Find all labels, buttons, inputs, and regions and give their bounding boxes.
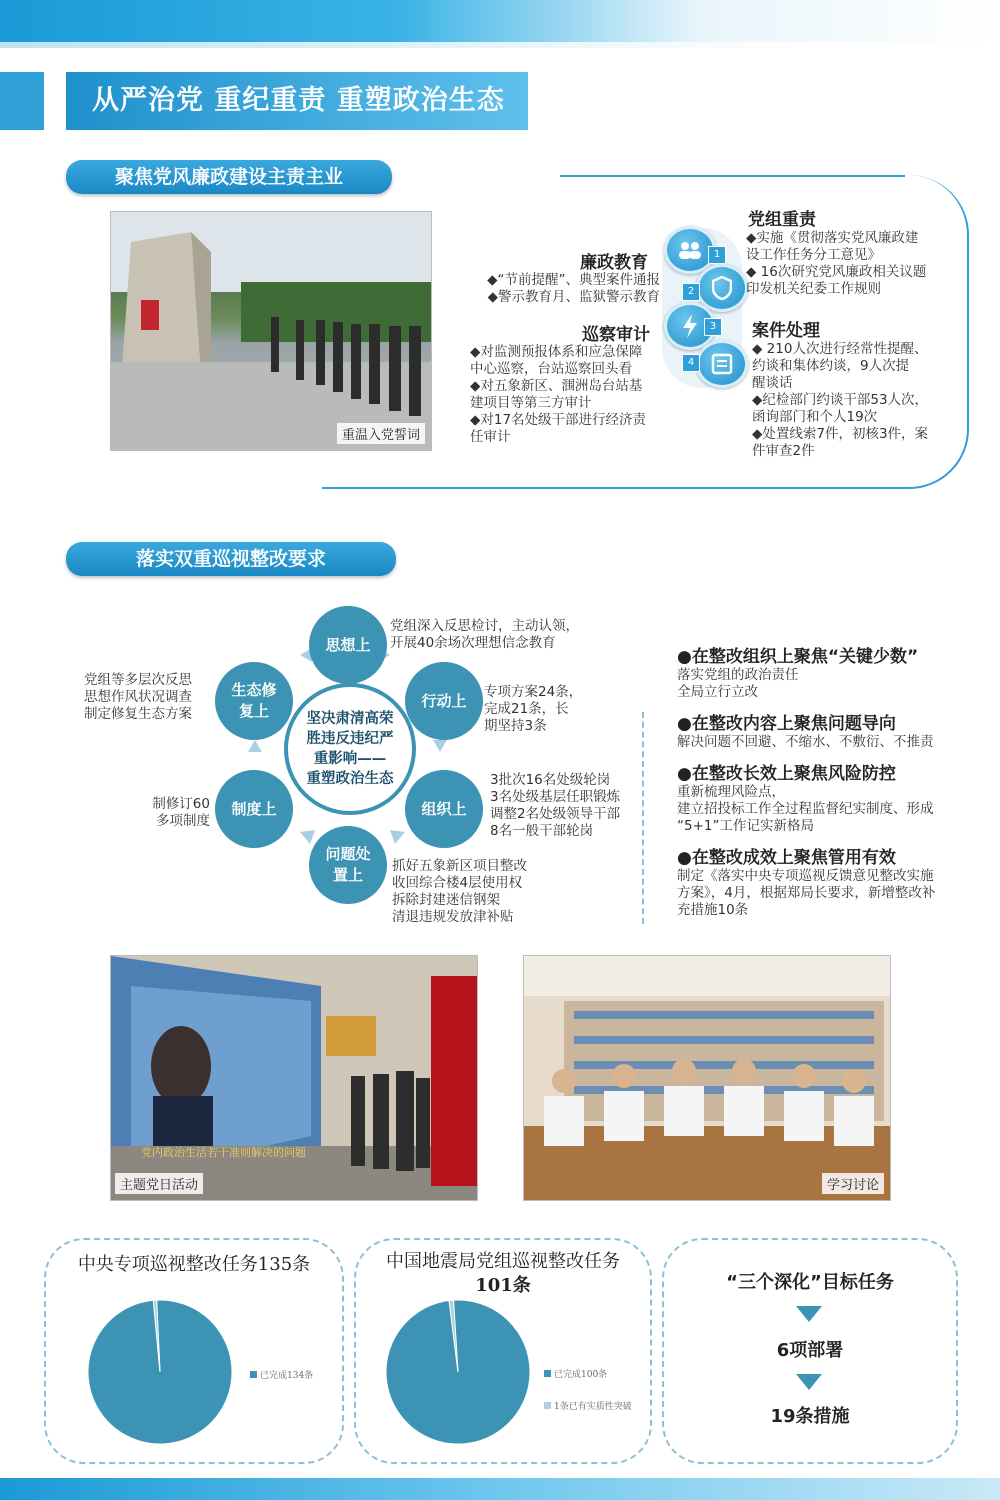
pie1-legend bbox=[250, 1368, 313, 1381]
legend-swatch bbox=[544, 1370, 551, 1377]
right-point-head: ●在整改内容上聚焦问题导向 bbox=[677, 714, 896, 734]
note-line: 制修订60 bbox=[152, 796, 210, 812]
node-zhidu: 制度上 bbox=[215, 770, 293, 848]
note-line: 思想作风状况调查 bbox=[84, 689, 192, 705]
study-photo bbox=[523, 955, 891, 1201]
node-shengtai-line: 复上 bbox=[238, 702, 269, 720]
anjian-line: 件审查2件 bbox=[752, 443, 815, 459]
right-point-line: 建立招投标工作全过程监督纪实制度、形成 bbox=[677, 801, 934, 817]
note-zuzhi bbox=[490, 772, 640, 840]
lianzheng-line: ◆警示教育月、监狱警示教育 bbox=[487, 289, 660, 305]
anjian-line: 函询部门和个人19次 bbox=[752, 409, 878, 425]
note-line: 调整2名处级领导干部 bbox=[490, 806, 621, 822]
tag-4: 4 bbox=[682, 354, 700, 372]
tag-3: 3 bbox=[704, 318, 722, 336]
right-point-line: 方案》，4月，根据郑局长要求，新增整改补 bbox=[677, 885, 936, 901]
right-point-line: 重新梳理风险点， bbox=[677, 784, 785, 800]
targets-item1: 6项部署 bbox=[776, 1340, 844, 1361]
dangzu-lines bbox=[746, 230, 956, 298]
xuncha-line: 建项目等第三方审计 bbox=[470, 395, 592, 411]
right-point-line: “5+1”工作记实新格局 bbox=[677, 818, 814, 834]
xuncha-line: ◆对五象新区、涠洲岛台站基 bbox=[470, 378, 643, 394]
note-line: 8名一般干部轮岗 bbox=[490, 823, 594, 839]
targets-item2: 19条措施 bbox=[770, 1406, 850, 1427]
note-wenti bbox=[392, 858, 562, 926]
right-point bbox=[677, 843, 977, 919]
section2-divider bbox=[642, 712, 644, 924]
dangzu-title: 党组重责 bbox=[748, 210, 816, 230]
xuncha-title: 巡察审计 bbox=[582, 325, 650, 345]
screen-text: 党内政治生活若干准则解决的问题 bbox=[141, 1146, 306, 1159]
pie2-chart bbox=[378, 1296, 538, 1446]
pie2-legend bbox=[544, 1368, 632, 1414]
center-line: 重影响—— bbox=[313, 751, 387, 767]
pie2-legend-item: 已完成100条 bbox=[554, 1370, 608, 1380]
document-icon bbox=[696, 340, 748, 388]
pie2-legend-item: 1条已有实质性突破 bbox=[554, 1402, 632, 1412]
dangzu-line: ◆实施《贯彻落实党风廉政建 bbox=[746, 230, 919, 246]
pie2-title-line: 中国地震局党组巡视整改任务 bbox=[386, 1251, 620, 1272]
anjian-line: ◆纪检部门约谈干部53人次， bbox=[752, 392, 929, 408]
pie2-title-line: 101条 bbox=[475, 1275, 531, 1296]
xuncha-line: ◆对17名处级干部进行经济责 bbox=[470, 412, 647, 428]
xuncha-line: 中心巡察，台站巡察回头看 bbox=[470, 361, 632, 377]
right-point-line: 解决问题不回避、不缩水、不敷衍、不推责 bbox=[677, 734, 934, 750]
lianzheng-title: 廉政教育 bbox=[580, 253, 648, 273]
node-wenti-line: 置上 bbox=[332, 866, 363, 884]
party-day-caption: 主题党日活动 bbox=[115, 1173, 203, 1194]
section1-title: 聚焦党风廉政建设主责主业 bbox=[66, 160, 392, 194]
right-point-line: 充措施10条 bbox=[677, 902, 749, 918]
arrow-icon bbox=[433, 740, 447, 752]
tag-1: 1 bbox=[708, 246, 726, 264]
anjian-line: ◆ 210人次进行经常性提醒、 bbox=[752, 341, 928, 357]
dangzu-line: 设工作任务分工意见》 bbox=[746, 247, 881, 263]
tag-2: 2 bbox=[682, 283, 700, 301]
party-day-photo bbox=[110, 955, 478, 1201]
study-scene bbox=[524, 956, 890, 1200]
anjian-title: 案件处理 bbox=[752, 321, 820, 341]
center-line: 重塑政治生态 bbox=[306, 771, 394, 787]
note-line: 党组等多层次反思 bbox=[84, 672, 192, 688]
note-line: 专项方案24条， bbox=[484, 684, 583, 700]
dangzu-line: 印发机关纪委工作规则 bbox=[746, 281, 881, 297]
down-arrow-icon bbox=[796, 1306, 822, 1324]
note-line: 抓好五象新区项目整改 bbox=[392, 858, 527, 874]
oath-photo-caption: 重温入党誓词 bbox=[337, 423, 425, 444]
pie1-legend-item: 已完成134条 bbox=[260, 1371, 314, 1381]
xuncha-line: ◆对监测预报体系和应急保障 bbox=[470, 344, 643, 360]
node-wenti-line: 问题处 bbox=[325, 845, 371, 863]
study-caption: 学习讨论 bbox=[822, 1173, 884, 1194]
xuncha-lines bbox=[470, 344, 670, 446]
xuncha-line: 任审计 bbox=[470, 429, 511, 445]
note-line: 3批次16名处级轮岗 bbox=[490, 772, 611, 788]
lianzheng-line: ◆“节前提醒”、典型案件通报 bbox=[487, 272, 660, 288]
pie2-title bbox=[354, 1250, 652, 1298]
right-point-line: 制定《落实中央专项巡视反馈意见整改实施 bbox=[677, 868, 934, 884]
pie1-chart bbox=[80, 1296, 240, 1446]
center-line: 坚决肃清高荣 bbox=[306, 711, 394, 727]
arrow-icon bbox=[248, 740, 262, 752]
section2-title: 落实双重巡视整改要求 bbox=[66, 542, 396, 576]
down-arrow-icon bbox=[796, 1374, 822, 1392]
node-shengtai-line: 生态修 bbox=[231, 681, 277, 699]
lianzheng-lines bbox=[460, 272, 660, 306]
note-line: 多项制度 bbox=[156, 813, 210, 829]
right-points bbox=[677, 642, 977, 919]
note-zhidu bbox=[130, 796, 210, 830]
note-shengtai bbox=[84, 672, 214, 723]
node-xingdong: 行动上 bbox=[405, 662, 483, 740]
note-sixiang bbox=[390, 618, 610, 652]
anjian-lines bbox=[752, 341, 952, 460]
note-line: 3名处级基层任职锻炼 bbox=[490, 789, 621, 805]
note-line: 完成21条，长 bbox=[484, 701, 569, 717]
note-line: 制定修复生态方案 bbox=[84, 706, 192, 722]
arrow-icon bbox=[390, 830, 405, 844]
legend-swatch bbox=[250, 1371, 257, 1378]
dangzu-line: ◆ 16次研究党风廉政相关议题 bbox=[746, 264, 927, 280]
section1-frame-top bbox=[560, 175, 905, 177]
right-point-line: 全局立行立改 bbox=[677, 684, 758, 700]
right-point bbox=[677, 759, 977, 835]
arrow-icon bbox=[300, 830, 315, 844]
node-zuzhi: 组织上 bbox=[405, 770, 483, 848]
note-line: 期坚持3条 bbox=[484, 718, 547, 734]
title-accent-bar bbox=[0, 72, 44, 130]
legend-swatch bbox=[544, 1402, 551, 1409]
center-line: 胜违反违纪严 bbox=[306, 731, 394, 747]
note-line: 开展40余场次理想信念教育 bbox=[390, 635, 556, 651]
top-banner-shadow bbox=[0, 42, 1000, 48]
node-wenti bbox=[309, 826, 387, 904]
note-line: 收回综合楼4层使用权 bbox=[392, 875, 523, 891]
top-banner bbox=[0, 0, 1000, 42]
right-point-head: ●在整改组织上聚焦“关键少数” bbox=[677, 647, 919, 667]
party-day-scene bbox=[111, 956, 477, 1200]
anjian-line: 醒谈话 bbox=[752, 375, 793, 391]
targets-title: “三个深化”目标任务 bbox=[726, 1272, 894, 1293]
note-line: 党组深入反思检讨，主动认领， bbox=[390, 618, 579, 634]
node-shengtai bbox=[215, 662, 293, 740]
anjian-line: ◆处置线索7件，初核3件，案 bbox=[752, 426, 929, 442]
node-sixiang: 思想上 bbox=[309, 606, 387, 684]
anjian-line: 约谈和集体约谈，9人次提 bbox=[752, 358, 910, 374]
pie1-title: 中央专项巡视整改任务135条 bbox=[77, 1254, 311, 1275]
right-point-line: 落实党组的政治责任 bbox=[677, 667, 799, 683]
bottom-banner bbox=[0, 1478, 1000, 1500]
right-point bbox=[677, 642, 977, 701]
note-line: 拆除封建迷信钢架 bbox=[392, 892, 500, 908]
center-circle bbox=[284, 683, 416, 815]
right-point-head: ●在整改成效上聚焦管用有效 bbox=[677, 848, 896, 868]
right-point bbox=[677, 709, 977, 751]
note-xingdong bbox=[484, 684, 604, 735]
note-line: 清退违规发放津补贴 bbox=[392, 909, 514, 925]
right-point-head: ●在整改长效上聚焦风险防控 bbox=[677, 764, 896, 784]
page-title: 从严治党 重纪重责 重塑政治生态 bbox=[66, 72, 528, 130]
